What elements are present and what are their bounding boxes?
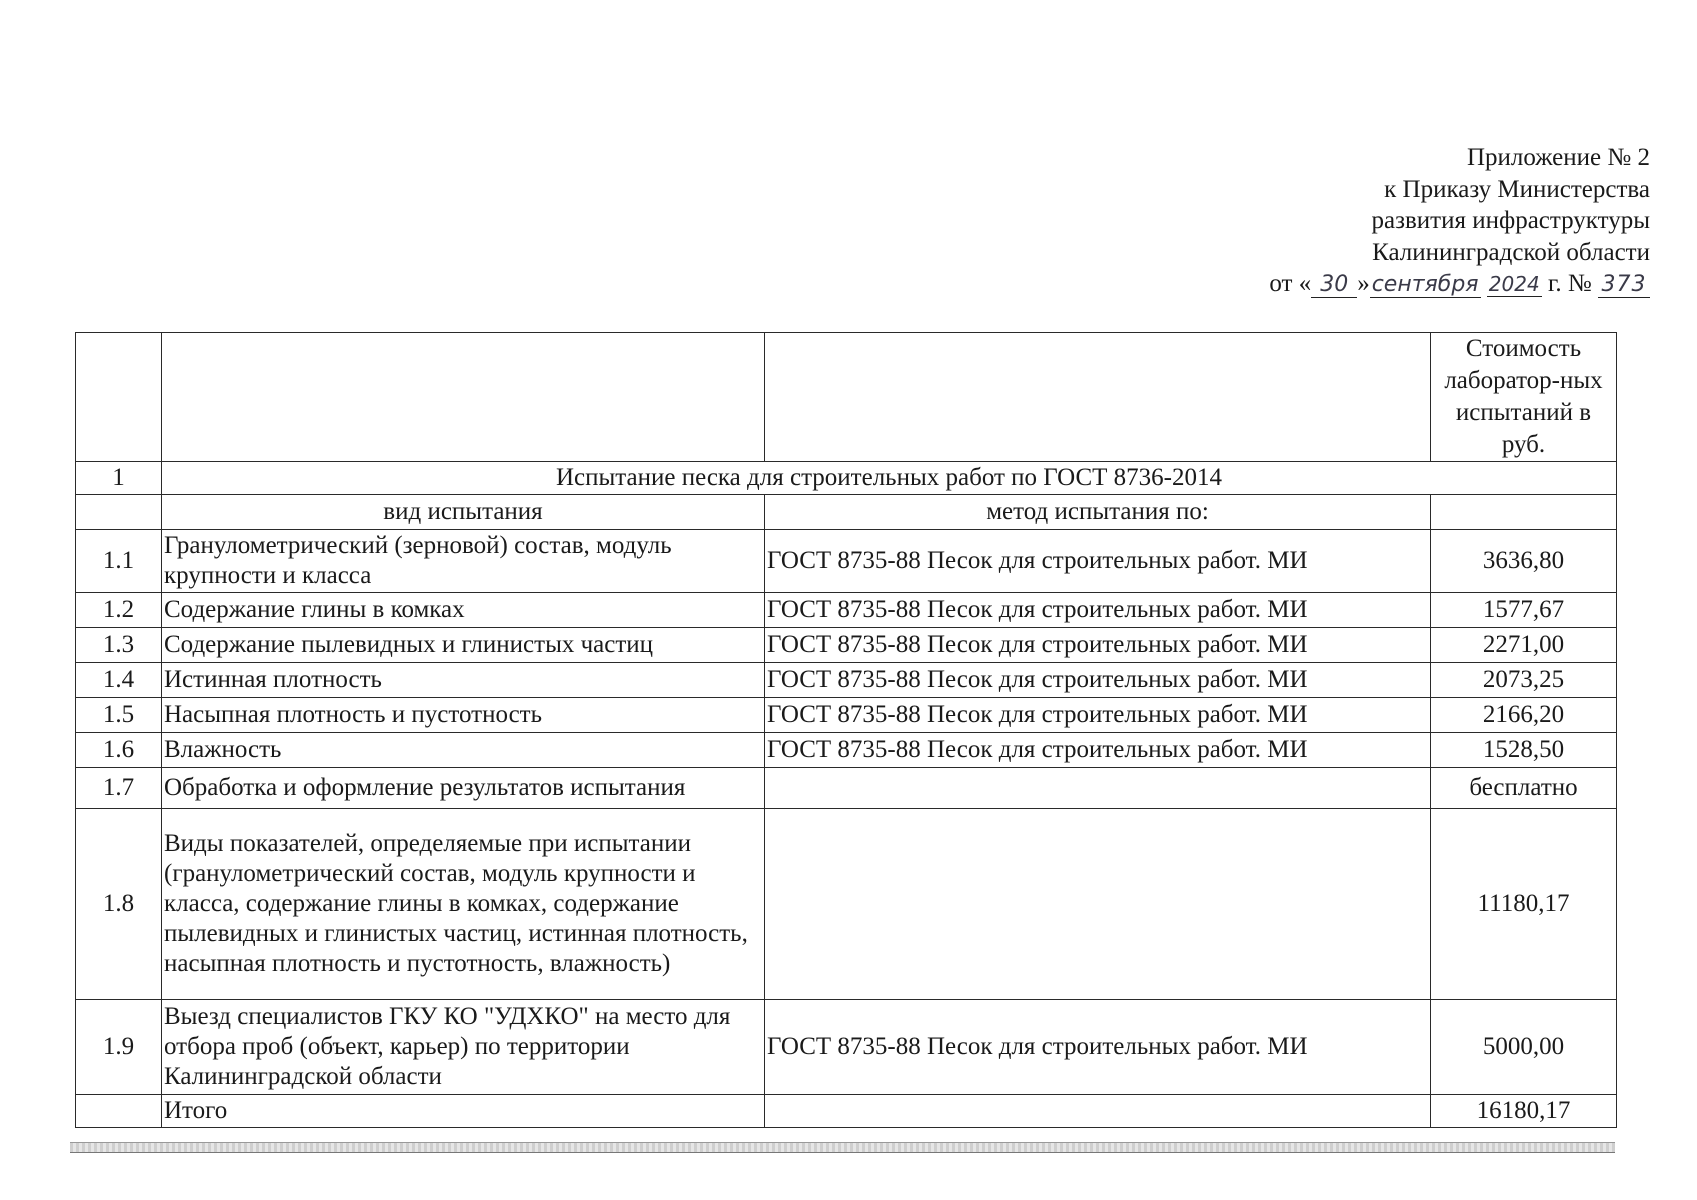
- test-method: ГОСТ 8735-88 Песок для строительных работ. МИ: [765, 663, 1431, 698]
- test-method: ГОСТ 8735-88 Песок для строительных работ. МИ: [765, 593, 1431, 628]
- total-row: [76, 1095, 1617, 1128]
- appendix-region: Калининградской области: [1372, 238, 1650, 266]
- test-method: ГОСТ 8735-88 Песок для строительных работ. МИ: [765, 733, 1431, 768]
- handwritten-month: сентября: [1371, 272, 1479, 297]
- table-row: [76, 1000, 1617, 1095]
- test-name: Истинная плотность: [162, 663, 765, 698]
- test-method: ГОСТ 8735-88 Песок для строительных работ. МИ: [765, 698, 1431, 733]
- row-number: 1.8: [76, 809, 162, 1000]
- header-cell-empty: [162, 333, 765, 462]
- appendix-order-ref: к Приказу Министерства: [1384, 175, 1650, 203]
- handwritten-year: 2024: [1488, 272, 1540, 296]
- handwritten-order-number: 373: [1598, 273, 1650, 298]
- appendix-header: [1010, 142, 1650, 300]
- scan-edge-band: [70, 1142, 1615, 1153]
- test-name: Обработка и оформление результатов испытания: [162, 768, 765, 809]
- test-price: бесплатно: [1431, 768, 1617, 809]
- test-name: Виды показателей, определяемые при испытании (гранулометрический состав, модуль крупности и класса, содержание глины в комках, содержание пылевидных и глинистых частиц, истинная плотность, насыпная плотность и пустотность, влажность): [162, 809, 765, 1000]
- row-number: 1.2: [76, 593, 162, 628]
- test-price: 11180,17: [1431, 809, 1617, 1000]
- row-number: 1.5: [76, 698, 162, 733]
- table-row: [76, 663, 1617, 698]
- date-prefix: от «: [1269, 270, 1312, 297]
- table-row: [76, 593, 1617, 628]
- price-table: [75, 332, 1617, 1128]
- table-row: [76, 628, 1617, 663]
- total-value: 16180,17: [1431, 1095, 1617, 1128]
- date-mid: »: [1357, 270, 1370, 297]
- table-row: [76, 768, 1617, 809]
- row-number: 1.4: [76, 663, 162, 698]
- table-header-row: [76, 333, 1617, 462]
- test-price: 2073,25: [1431, 663, 1617, 698]
- test-method: ГОСТ 8735-88 Песок для строительных работ. МИ: [765, 628, 1431, 663]
- test-name: Содержание пылевидных и глинистых частиц: [162, 628, 765, 663]
- test-type-column-header: вид испытания: [162, 495, 765, 530]
- table-row: [76, 809, 1617, 1000]
- section-row: [76, 462, 1617, 495]
- row-number: 1.7: [76, 768, 162, 809]
- row-number: 1.1: [76, 530, 162, 593]
- table-row: [76, 530, 1617, 593]
- row-number: 1.3: [76, 628, 162, 663]
- section-number: 1: [76, 462, 162, 495]
- appendix-title: Приложение № 2: [1466, 144, 1650, 171]
- subheader-row: [76, 495, 1617, 530]
- total-cell-empty: [765, 1095, 1431, 1128]
- year-suffix: г. №: [1541, 270, 1592, 297]
- row-number: 1.6: [76, 733, 162, 768]
- test-price: 3636,80: [1431, 530, 1617, 593]
- price-column-header: Стоимость лаборатор-ных испытаний в руб.: [1431, 333, 1617, 462]
- test-name: Содержание глины в комках: [162, 593, 765, 628]
- method-column-header: метод испытания по:: [765, 495, 1431, 530]
- header-cell-empty: [76, 333, 162, 462]
- test-method: [765, 809, 1431, 1000]
- header-cell-empty: [765, 333, 1431, 462]
- test-price: 2271,00: [1431, 628, 1617, 663]
- test-name: Влажность: [162, 733, 765, 768]
- subheader-cell-empty: [1431, 495, 1617, 530]
- test-name: Насыпная плотность и пустотность: [162, 698, 765, 733]
- handwritten-day: 30: [1311, 273, 1357, 298]
- test-name: Выезд специалистов ГКУ КО "УДХКО" на место для отбора проб (объект, карьер) по территории Калининградской области: [162, 1000, 765, 1095]
- test-price: 5000,00: [1431, 1000, 1617, 1095]
- table-row: [76, 698, 1617, 733]
- total-cell-empty: [76, 1095, 162, 1128]
- test-price: 1528,50: [1431, 733, 1617, 768]
- test-method: ГОСТ 8735-88 Песок для строительных работ. МИ: [765, 530, 1431, 593]
- test-price: 1577,67: [1431, 593, 1617, 628]
- subheader-cell-empty: [76, 495, 162, 530]
- test-name: Гранулометрический (зерновой) состав, модуль крупности и класса: [162, 530, 765, 593]
- row-number: 1.9: [76, 1000, 162, 1095]
- total-label: Итого: [162, 1095, 765, 1128]
- appendix-ministry: развития инфраструктуры: [1371, 207, 1650, 234]
- test-method: ГОСТ 8735-88 Песок для строительных работ. МИ: [765, 1000, 1431, 1095]
- test-price: 2166,20: [1431, 698, 1617, 733]
- table-row: [76, 733, 1617, 768]
- test-method: [765, 768, 1431, 809]
- section-title: Испытание песка для строительных работ по ГОСТ 8736-2014: [162, 462, 1617, 495]
- appendix-date-line: [1010, 268, 1650, 300]
